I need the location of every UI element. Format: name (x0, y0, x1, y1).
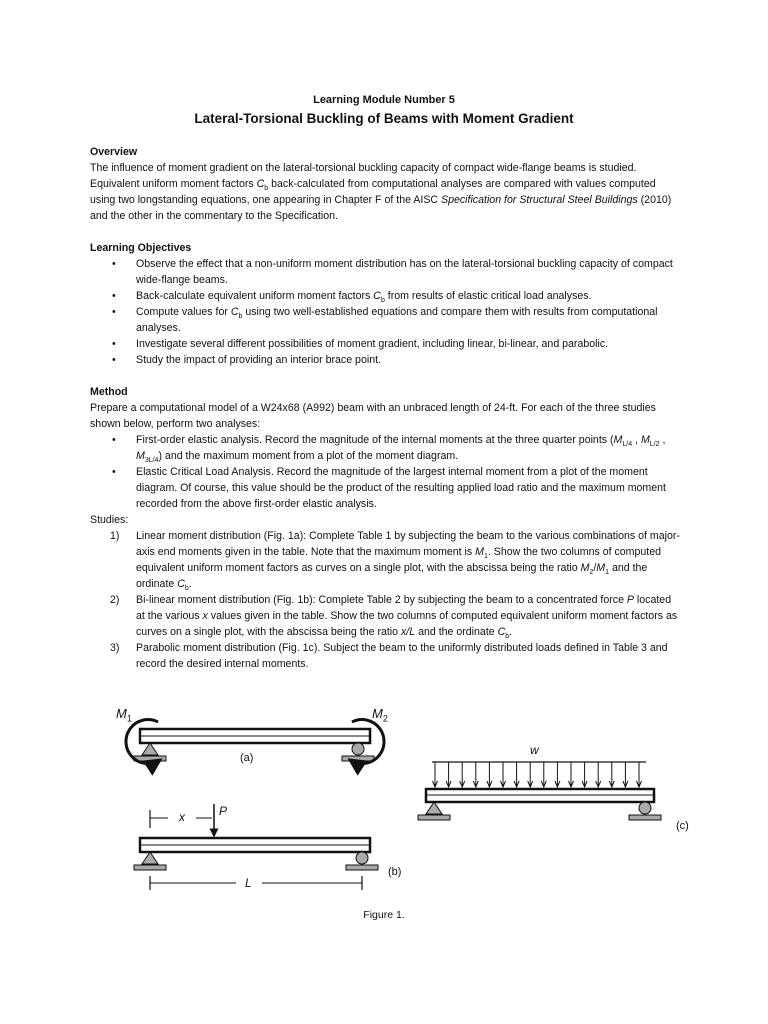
list-item: 1) Linear moment distribution (Fig. 1a): Complete Table 1 by subjecting the beam to the various combinations of major-axis end moments given in the table. Note that the maximum moment is $M_1$. Show the two columns of computed equivalent uniform moment factors as curves on a single plot, with the abscissa being the ratio $M_2/M_1$ and the ordinate $C_b$. (110, 530, 680, 593)
overview-heading: Overview (90, 146, 138, 158)
list-item: • Compute values for $C_b$ using two well-established equations and compare them with results from computational analyses. (90, 304, 680, 336)
list-item: • Investigate several different possibilities of moment gradient, including linear, bi-linear, and parabolic. (90, 336, 680, 352)
list-item: • Study the impact of providing an interior brace point. (90, 352, 680, 368)
overview-paragraph: The influence of moment gradient on the lateral-torsional buckling capacity of compact wide-flange beams is studied. Equivalent uniform moment factors $C_b$ back-calculated from computational analyses are compared with values computed using two longstanding equations, one appearing in Chapter F of the AISC Specification for Structural Steel Buildings (2010) and the other in the commentary to the Specification. (90, 162, 672, 222)
label-x: x (179, 810, 185, 824)
method-heading: Method (90, 386, 128, 398)
list-item: • Elastic Critical Load Analysis. Record the magnitude of the largest internal moment from a plot of the moment diagram. Of course, this value should be the product of the resulting applied load ratio and the maximum moment recorded from the above first-order elastic analysis. (90, 464, 680, 512)
method-intro: Prepare a computational model of a W24x68 (A992) beam with an unbraced length of 24-ft. For each of the three studies shown below, perform two analyses: (90, 402, 656, 430)
distributed-load-arrows-icon (433, 762, 642, 787)
label-c: (c) (676, 820, 689, 832)
label-m1: $M_1$ (116, 706, 132, 724)
studies-heading: Studies: (90, 514, 129, 526)
list-item: • Back-calculate equivalent uniform moment factors $C_b$ from results of elastic critical load analyses. (90, 288, 680, 304)
list-item: 2) Bi-linear moment distribution (Fig. 1b): Complete Table 2 by subjecting the beam to a concentrated force P located at the various x values given in the table. Show the two columns of computed equivalent uniform moment factors as curves on a single plot, with the abscissa being the ratio x/L and the ordinate $C_b$. (110, 594, 678, 641)
label-b: (b) (388, 866, 402, 878)
list-item: • First-order elastic analysis. Record the magnitude of the internal moments at the three quarter points ($M_{L/4}$ , $M_{L/2}$ , $M_{3L/4}$) and the maximum moment from a plot of the moment diagram. (90, 432, 680, 464)
objectives-heading: Learning Objectives (90, 242, 192, 254)
label-a: (a) (240, 752, 254, 764)
label-l: L (245, 876, 252, 890)
label-w: w (530, 743, 539, 757)
figure-1b-beam (134, 804, 378, 890)
page-title: Lateral-Torsional Buckling of Beams with Moment Gradient (194, 111, 574, 126)
figure-caption: Figure 1. (363, 909, 405, 921)
label-p: P (219, 804, 228, 818)
figure-1a-beam (126, 720, 384, 764)
figure-1c-beam (418, 762, 661, 820)
label-m2: $M_2$ (372, 706, 388, 724)
list-item: • Observe the effect that a non-uniform moment distribution has on the lateral-torsional buckling capacity of compact wide-flange beams. (90, 256, 680, 288)
module-number: Learning Module Number 5 (313, 94, 455, 106)
list-item: 3) Parabolic moment distribution (Fig. 1c). Subject the beam to the uniformly distributed loads defined in Table 3 and record the desired internal moments. (110, 642, 668, 670)
